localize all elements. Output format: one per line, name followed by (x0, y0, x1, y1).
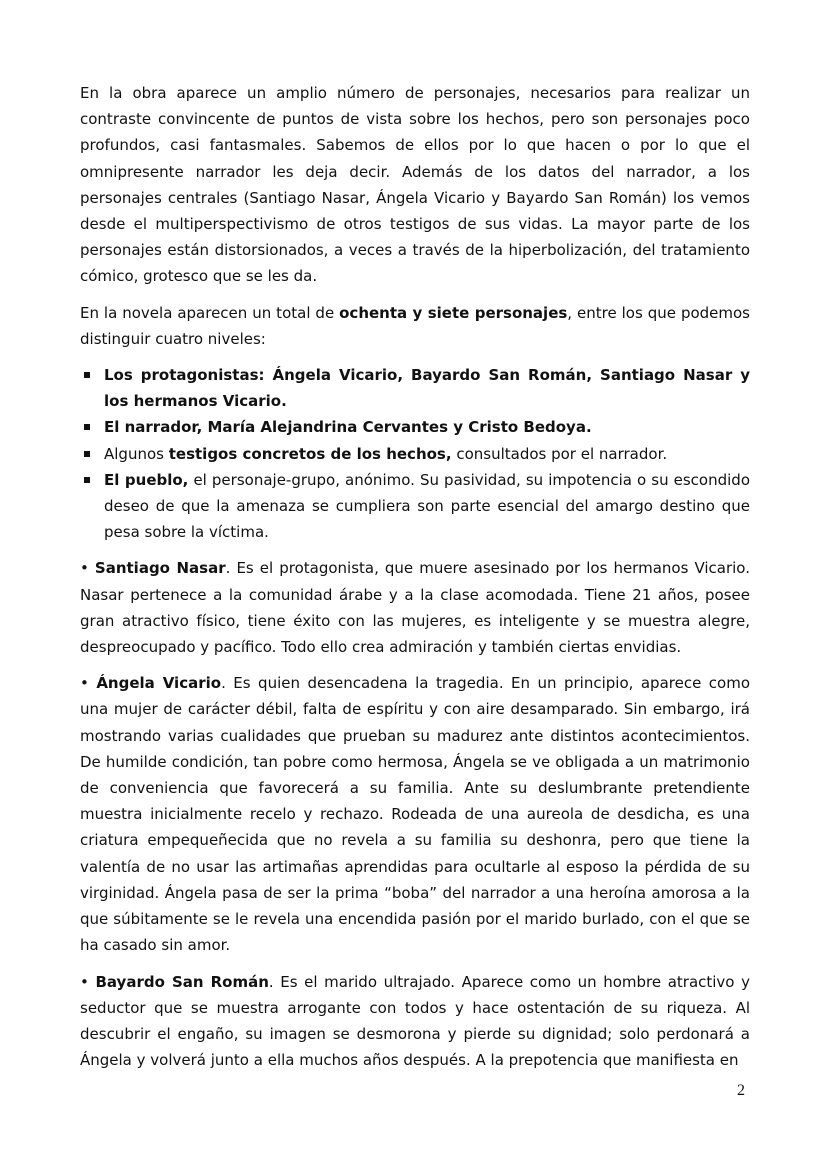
paragraph (80, 300, 750, 352)
square-bullet-icon (84, 451, 90, 457)
square-bullet-icon (84, 477, 90, 483)
square-bullet-icon (84, 424, 90, 430)
page-number: 2 (737, 1082, 745, 1099)
text-run: • (80, 559, 95, 578)
bold-text: testigos concretos de los hechos, (168, 444, 452, 463)
text-run: • (80, 972, 96, 991)
text-run: el personaje-grupo, anónimo. Su pasividad, su impotencia o su escondido deseo de que la amenaza se cumpliera son parte esencial del amargo destino que pesa sobre la víctima. (104, 470, 750, 542)
character-paragraph (80, 670, 750, 958)
document-page (80, 80, 750, 1083)
list-item (80, 362, 750, 414)
bold-text: ochenta y siete personajes (339, 303, 568, 322)
text-run: consultados por el narrador. (451, 444, 668, 463)
character-levels-list (80, 362, 750, 545)
text-run: En la obra aparece un amplio número de personajes, necesarios para realizar un contraste convincente de puntos de vista sobre los hechos, pero son personajes poco profundos, casi fantasmales. Sabemos de ellos por lo que hacen o por lo que el omnipresente narrador les deja decir. Además de los datos del narrador, a los personajes centrales (Santiago Nasar, Ángela Vicario y Bayardo San Román) los vemos desde el multiperspectivismo de otros testigos de sus vidas. La mayor parte de los personajes están distorsionados, a veces a través de la hiperbolización, del tratamiento cómico, grotesco que se les da. (80, 84, 750, 286)
text-run: . Es el protagonista, que muere asesinado por los hermanos Vicario. Nasar pertenece a la comunidad árabe y a la clase acomodada. Tiene 21 años, posee gran atractivo físico, tiene éxito con las mujeres, es inteligente y se muestra alegre, despreocupado y pacífico. Todo ello crea admiración y también ciertas envidias. (80, 559, 750, 657)
text-run: . Es el marido ultrajado. Aparece como un hombre atractivo y seductor que se muestra arrogante con todos y hace ostentación de su riqueza. Al descubrir el engaño, su imagen se desmorona y pierde su dignidad; solo perdonará a Ángela y volverá junto a ella muchos años después. A la prepotencia que manifiesta en (80, 972, 750, 1070)
text-run: En la novela aparecen un total de (80, 303, 340, 322)
character-descriptions (80, 555, 750, 1073)
bold-text: Los protagonistas: Ángela Vicario, Bayardo San Román, Santiago Nasar y los hermanos Vicario. (104, 366, 750, 411)
paragraph (80, 80, 750, 290)
bold-text: Santiago Nasar (94, 559, 226, 578)
list-item (80, 467, 750, 546)
text-run: , entre los que podemos distinguir cuatro niveles: (80, 303, 750, 348)
bold-text: El narrador, María Alejandrina Cervantes y Cristo Bedoya. (104, 418, 592, 437)
text-run: • (80, 674, 97, 693)
character-paragraph (80, 555, 750, 660)
bold-text: El pueblo, (104, 470, 189, 489)
list-item (80, 414, 750, 440)
square-bullet-icon (84, 372, 90, 378)
character-paragraph (80, 969, 750, 1074)
text-run: . Es quien desencadena la tragedia. En un principio, aparece como una mujer de carácter débil, falta de espíritu y con aire desamparado. Sin embargo, irá mostrando varias cualidades que prueban su madurez ante distintos acontecimientos. De humilde condición, tan pobre como hermosa, Ángela se ve obligada a un matrimonio de conveniencia que favorecerá a su familia. Ante su deslumbrante pretendiente muestra inicialmente recelo y rechazo. Rodeada de una aureola de desdicha, es una criatura empequeñecida que no revela a su familia su deshonra, pero que tiene la valentía de no usar las artimañas aprendidas para ocultarle al esposo la pérdida de su virginidad. Ángela pasa de ser la prima “boba” del narrador a una heroína amorosa a la que súbitamente se le revela una encendida pasión por el marido burlado, con el que se ha casado sin amor. (80, 674, 750, 955)
bold-text: Bayardo San Román (95, 972, 269, 991)
list-item (80, 441, 750, 467)
intro-section (80, 80, 750, 352)
bold-text: Ángela Vicario (96, 674, 222, 693)
text-run: Algunos (104, 444, 169, 463)
